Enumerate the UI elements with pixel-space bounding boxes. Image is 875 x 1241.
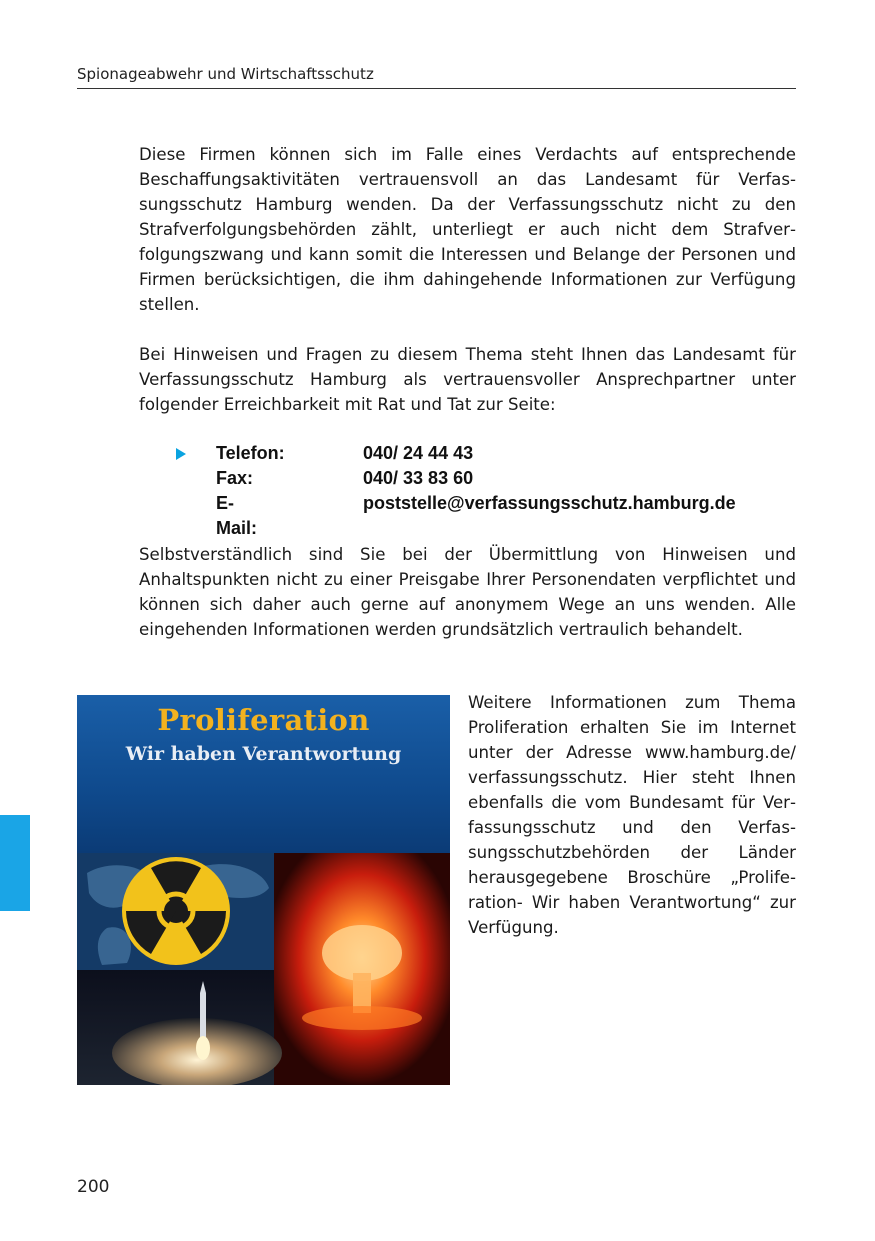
chapter-tab-marker [0, 815, 30, 911]
rocket-flame [196, 1036, 210, 1060]
email-label: E-Mail: [216, 493, 258, 538]
mushroom-cloud-icon [322, 925, 402, 981]
brochure-cover-image [77, 695, 450, 1085]
phone-value: 040/ 24 44 43 [363, 443, 474, 463]
further-info-text: Weitere Informationen zum Thema Proliferation erhalten Sie im Internet unter der Adresse www.hamburg.de/ verfassungsschutz. Hier steht Ihnen ebenfalls die vom Bundesamt für Verfassungsschutz und den Verfassungsschutzbehörden der Länder herausgegebene Broschüre „Proliferation- Wir haben Verantwortung“ zur Verfügung. [468, 693, 796, 937]
paragraph-firms: Diese Firmen können sich im Falle eines Verdachts auf entsprechende Beschaffungsaktivitäten vertrauensvoll an das Landesamt für Verfassungsschutz Hamburg wenden. Da der Verfassungsschutz nicht zu den Strafverfolgungsbehörden zählt, unterliegt er auch nicht dem Strafverfolgungszwang und kann somit die Interessen und Belange der Personen und Firmen berücksichtigen, die ihm dahingehende Informationen zur Verfügung stellen. [139, 145, 796, 314]
cover-title: Proliferation [157, 703, 370, 737]
fax-label: Fax: [216, 468, 254, 488]
fax-value: 040/ 33 83 60 [363, 468, 474, 488]
phone-label: Telefon: [216, 443, 285, 463]
email-value: poststelle@verfassungsschutz.hamburg.de [363, 493, 736, 513]
page-number: 200 [77, 1177, 110, 1197]
blast-base [302, 1006, 422, 1030]
continent-shape [98, 927, 131, 965]
running-header: Spionageabwehr und Wirtschaftsschutz [77, 64, 796, 89]
radiation-icon [122, 857, 230, 965]
triangle-bullet-icon [176, 448, 186, 460]
cover-collage-illustration [77, 853, 450, 1085]
cover-subtitle: Wir haben Verantwortung [125, 743, 402, 765]
paragraph-contact-intro: Bei Hinweisen und Fragen zu diesem Thema steht Ihnen das Landesamt für Verfassungsschutz Hamburg als vertrauensvoller Ansprechpartner unter folgender Erreichbarkeit mit Rat und Tat zur Seite: [139, 345, 796, 414]
paragraph-anonymous: Selbstverständlich sind Sie bei der Übermittlung von Hinweisen und Anhaltspunkten nicht zu einer Preisgabe Ihrer Personendaten verpflichtet und können sich daher auch gerne auf anonymem Wege an uns wenden. Alle eingehenden Informationen werden grundsätzlich vertraulich behandelt. [139, 545, 796, 639]
rocket-icon [200, 993, 206, 1043]
